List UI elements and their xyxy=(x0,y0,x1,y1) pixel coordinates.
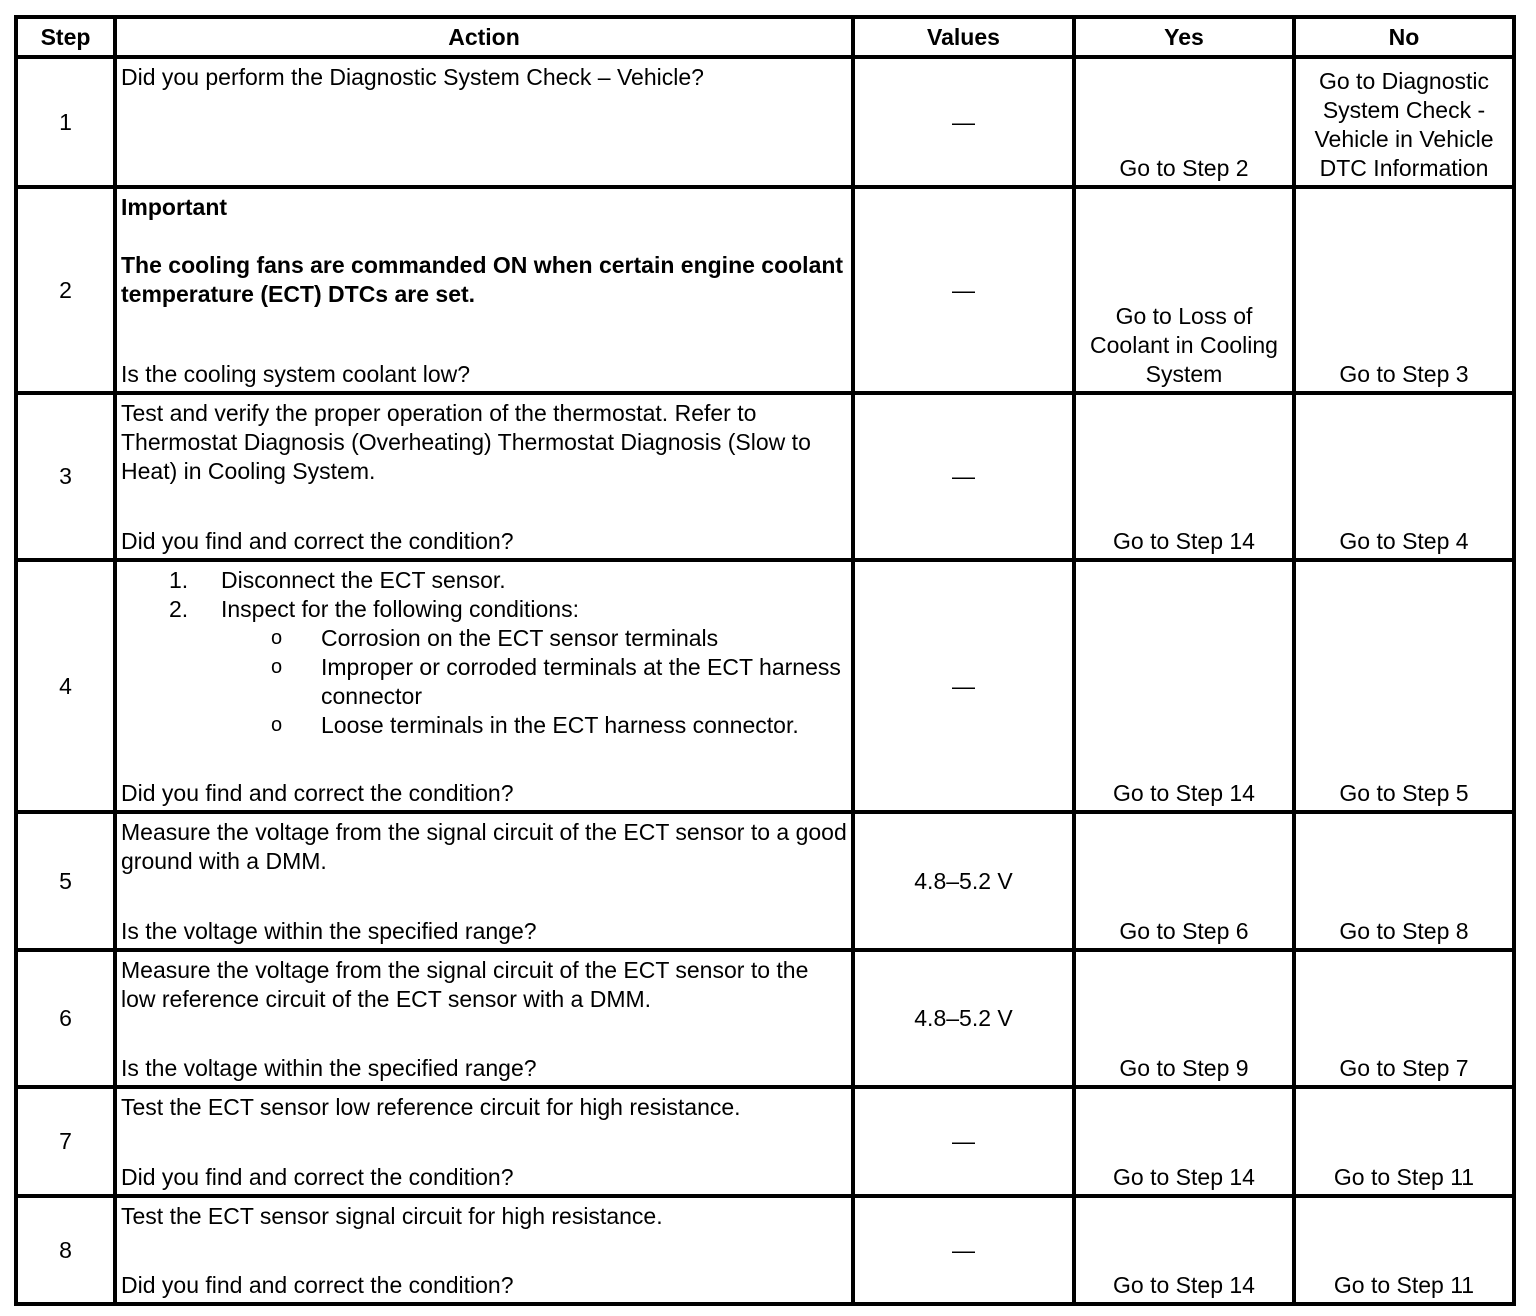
step-number: 2 xyxy=(16,187,115,393)
bullet-icon: o xyxy=(271,627,283,649)
table-row xyxy=(16,393,1514,560)
table-row xyxy=(16,57,1514,187)
values-cell: — xyxy=(853,57,1074,187)
no-cell: Go to Step 8 xyxy=(1294,812,1514,950)
action-question: Did you find and correct the condition? xyxy=(121,1164,514,1190)
values-cell: 4.8–5.2 V xyxy=(853,812,1074,950)
diagnostic-table xyxy=(14,15,1516,1306)
action-question: Did you find and correct the condition? xyxy=(121,528,514,554)
yes-cell: Go to Step 6 xyxy=(1074,812,1294,950)
step-number: 5 xyxy=(16,812,115,950)
action-cell xyxy=(115,1196,853,1304)
values-cell: — xyxy=(853,1087,1074,1196)
action-cell xyxy=(115,187,853,393)
action-text: Test and verify the proper operation of the thermostat. Refer to Thermostat Diagnosis (Overheating) Thermostat Diagnosis (Slow to Heat) in Cooling System. xyxy=(121,400,811,484)
values-cell: — xyxy=(853,393,1074,560)
yes-cell: Go to Step 9 xyxy=(1074,950,1294,1087)
table-row xyxy=(16,1087,1514,1196)
header-action: Action xyxy=(115,17,853,57)
sub-list-item: o Improper or corroded terminals at the ECT harness connector xyxy=(271,654,841,709)
action-cell xyxy=(115,1087,853,1196)
header-no: No xyxy=(1294,17,1514,57)
action-question: Did you find and correct the condition? xyxy=(121,1272,514,1298)
table-row xyxy=(16,812,1514,950)
numbered-list xyxy=(121,566,847,740)
action-text: Test the ECT sensor signal circuit for high resistance. xyxy=(121,1203,663,1229)
values-cell: 4.8–5.2 V xyxy=(853,950,1074,1087)
yes-cell: Go to Step 14 xyxy=(1074,560,1294,812)
yes-cell: Go to Step 14 xyxy=(1074,1087,1294,1196)
action-question: Is the voltage within the specified range? xyxy=(121,918,537,944)
step-number: 4 xyxy=(16,560,115,812)
step-number: 3 xyxy=(16,393,115,560)
no-cell: Go to Step 11 xyxy=(1294,1087,1514,1196)
step-number: 1 xyxy=(16,57,115,187)
no-cell: Go to Diagnostic System Check - Vehicle in Vehicle DTC Information xyxy=(1294,57,1514,187)
no-cell: Go to Step 5 xyxy=(1294,560,1514,812)
values-cell: — xyxy=(853,187,1074,393)
action-cell xyxy=(115,560,853,812)
action-text: Measure the voltage from the signal circuit of the ECT sensor to a good ground with a DMM. xyxy=(121,819,847,874)
no-cell: Go to Step 3 xyxy=(1294,187,1514,393)
step-number: 7 xyxy=(16,1087,115,1196)
action-text: Did you perform the Diagnostic System Check – Vehicle? xyxy=(121,64,704,90)
values-cell: — xyxy=(853,560,1074,812)
no-cell: Go to Step 7 xyxy=(1294,950,1514,1087)
yes-cell: Go to Step 2 xyxy=(1074,57,1294,187)
sub-list xyxy=(221,624,847,740)
list-item: 1. Disconnect the ECT sensor. xyxy=(169,567,506,593)
header-step: Step xyxy=(16,17,115,57)
step-number: 6 xyxy=(16,950,115,1087)
table-row xyxy=(16,1196,1514,1304)
important-note: The cooling fans are commanded ON when certain engine coolant temperature (ECT) DTCs are set. xyxy=(121,252,844,307)
sub-list-item: o Loose terminals in the ECT harness connector. xyxy=(271,712,799,738)
no-cell: Go to Step 4 xyxy=(1294,393,1514,560)
yes-cell: Go to Step 14 xyxy=(1074,1196,1294,1304)
values-cell: — xyxy=(853,1196,1074,1304)
important-label: Important xyxy=(121,194,228,220)
action-cell xyxy=(115,950,853,1087)
table-row xyxy=(16,950,1514,1087)
action-cell xyxy=(115,393,853,560)
table-row xyxy=(16,187,1514,393)
sub-list-item: o Corrosion on the ECT sensor terminals xyxy=(271,625,719,651)
table-row xyxy=(16,560,1514,812)
no-cell: Go to Step 11 xyxy=(1294,1196,1514,1304)
action-text: Test the ECT sensor low reference circuit for high resistance. xyxy=(121,1094,741,1120)
step-number: 8 xyxy=(16,1196,115,1304)
yes-cell: Go to Step 14 xyxy=(1074,393,1294,560)
yes-cell: Go to Loss of Coolant in Cooling System xyxy=(1074,187,1294,393)
action-cell xyxy=(115,57,853,187)
header-row xyxy=(16,17,1514,57)
header-yes: Yes xyxy=(1074,17,1294,57)
bullet-icon: o xyxy=(271,656,283,678)
action-text: Measure the voltage from the signal circuit of the ECT sensor to the low reference circuit of the ECT sensor with a DMM. xyxy=(121,957,809,1012)
action-question: Is the cooling system coolant low? xyxy=(121,361,471,387)
list-item: 2. Inspect for the following conditions: o Corrosion on the ECT sensor terminals o Improper or corroded terminals at the ECT harness connector o Loose terminals in the ECT harness connector. xyxy=(121,595,847,740)
action-cell xyxy=(115,812,853,950)
action-question: Did you find and correct the condition? xyxy=(121,780,514,806)
action-question: Is the voltage within the specified range? xyxy=(121,1055,537,1081)
header-values: Values xyxy=(853,17,1074,57)
bullet-icon: o xyxy=(271,714,283,736)
